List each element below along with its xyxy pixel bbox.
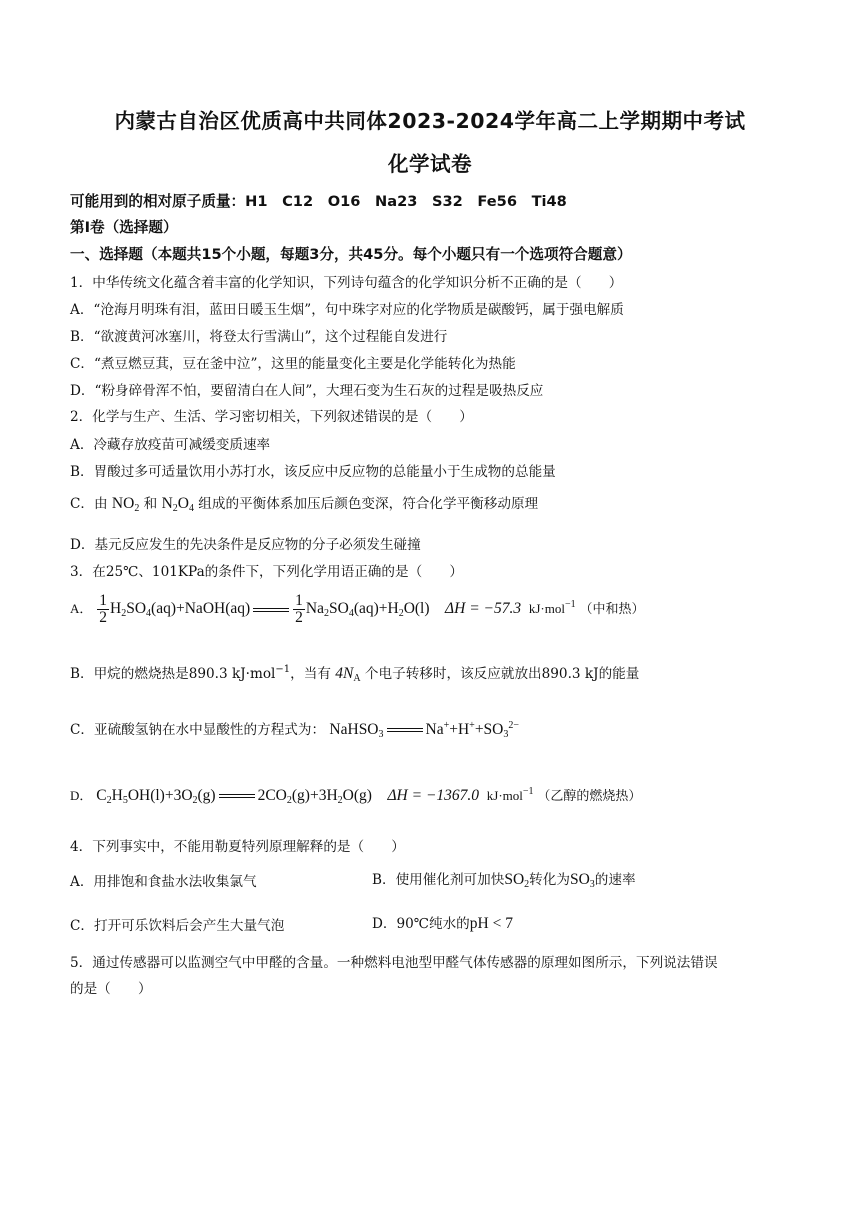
exam-subtitle: 化学试卷 xyxy=(388,152,472,176)
q1-option-a: A．“沧海月明珠有泪，蓝田日暖玉生烟”，句中珠字对应的化学物质是碳酸钙，属于强电解质 xyxy=(70,302,624,318)
volume-heading: 第Ⅰ卷（选择题） xyxy=(70,219,178,236)
q2-option-b: B．胃酸过多可适量饮用小苏打水，该反应中反应物的总能量小于生成物的总能量 xyxy=(70,464,556,480)
q5-stem-line1: 5．通过传感器可以监测空气中甲醛的含量。一种燃料电池型甲醛气体传感器的原理如图所示，下列说法错误 xyxy=(70,955,718,971)
q3-option-b: B．甲烷的燃烧热是890.3 kJ·mol$^{-1}$，当有 $4N_A$ 个电子转移时，该反应就放出890.3 kJ的能量 xyxy=(70,664,640,684)
exam-title: 内蒙古自治区优质高中共同体2023-2024学年高二上学期期中考试 xyxy=(114,109,746,133)
q3-option-a: A． $\frac{1}{2}$ $H_2SO_4(aq)+NaOH(aq)$ $\frac{1}{2}$ $Na_2SO_4(aq)+H_2O(l)$ ΔH = −57.3 kJ·mol$^{-1}$ （中和热） xyxy=(70,592,645,626)
q1-option-c: C．“煮豆燃豆萁，豆在釜中泣”，这里的能量变化主要是化学能转化为热能 xyxy=(70,356,516,372)
q4-option-a: A．用排饱和食盐水法收集氯气 xyxy=(70,874,257,890)
q4-stem: 4．下列事实中，不能用勒夏特列原理解释的是（ ） xyxy=(70,839,405,855)
q4-option-c: C．打开可乐饮料后会产生大量气泡 xyxy=(70,918,285,934)
q2-option-c: C．由 $NO_2$ 和 $N_2O_4$ 组成的平衡体系加压后颜色变深，符合化学平衡移动原理 xyxy=(70,495,539,514)
q3-stem: 3．在25℃、101KPa的条件下，下列化学用语正确的是（ ） xyxy=(70,564,463,580)
q1-option-b: B．“欲渡黄河冰塞川，将登太行雪满山”，这个过程能自发进行 xyxy=(70,329,448,345)
q2-option-d: D．基元反应发生的先决条件是反应物的分子必须发生碰撞 xyxy=(70,537,421,553)
q2-stem: 2．化学与生产、生活、学习密切相关，下列叙述错误的是（ ） xyxy=(70,409,473,425)
q4-option-d: D．90℃纯水的pH < 7 xyxy=(372,915,513,932)
atomic-masses: 可能用到的相对原子质量：H1 C12 O16 Na23 S32 Fe56 Ti48 xyxy=(70,193,567,210)
q2-option-a: A．冷藏存放疫苗可减缓变质速率 xyxy=(70,437,271,453)
q3-option-d: D． $C_2H_5OH(l)+3O_2(g)$ $2CO_2(g)+3H_2O(g)$ ΔH = −1367.0 kJ·mol$^{-1}$ （乙醇的燃烧热） xyxy=(70,786,642,806)
section-heading: 一、选择题（本题共15个小题，每题3分，共45分。每个小题只有一个选项符合题意） xyxy=(70,246,632,263)
q3-option-c: C．亚硫酸氢钠在水中显酸性的方程式为： NaHSO$_3$ $Na^++H^++SO_3^{2-}$ xyxy=(70,720,520,740)
q1-stem: 1．中华传统文化蕴含着丰富的化学知识，下列诗句蕴含的化学知识分析不正确的是（ ） xyxy=(70,275,623,291)
q5-stem-line2: 的是（ ） xyxy=(70,981,152,997)
q1-option-d: D．“粉身碎骨浑不怕，要留清白在人间”，大理石变为生石灰的过程是吸热反应 xyxy=(70,383,544,399)
q4-option-b: B．使用催化剂可加快$SO_2$转化为$SO_3$的速率 xyxy=(372,871,636,890)
